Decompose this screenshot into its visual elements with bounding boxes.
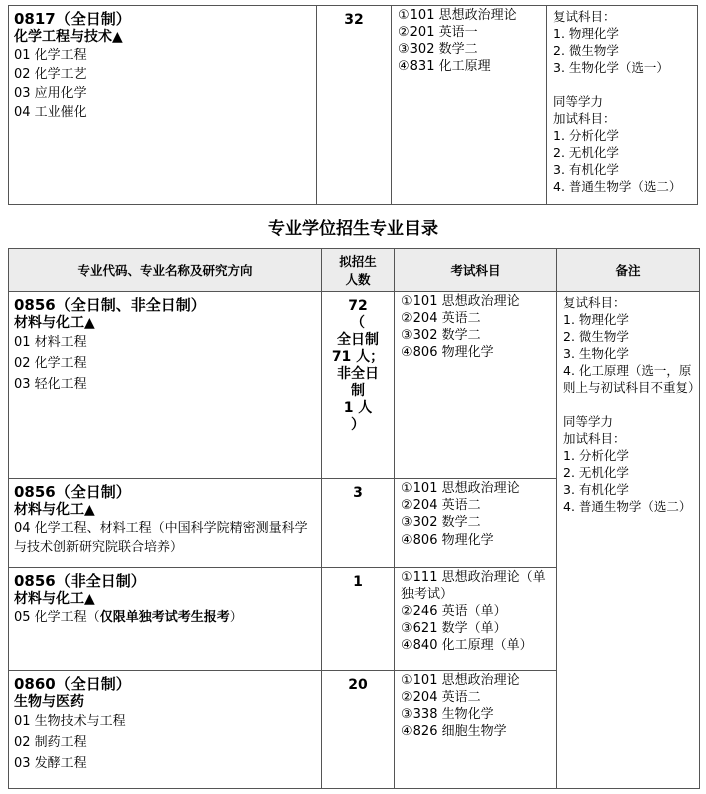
direction-item: 03 应用化学: [14, 86, 87, 101]
equiv-item: 2. 无机化学: [553, 145, 619, 160]
exam-item: ③621 数学（单）: [401, 621, 507, 636]
direction-note: 仅限单独考试考生报考: [99, 610, 230, 625]
quota-cell: [322, 479, 395, 568]
direction-item: 04 化学工程、材料工程（中国科学院精密测量科学与技术创新研究院联合培养）: [14, 521, 308, 555]
equiv-item: 4. 普通生物学（选二）: [563, 499, 692, 514]
direction-item: 01 生物技术与工程: [14, 714, 126, 729]
quota-cell: [322, 671, 395, 789]
quota-cell: 72 （ 全日制 71 人； 非全日 制 1 人 ）: [322, 292, 395, 479]
equiv-item: 1. 分析化学: [563, 448, 629, 463]
exam-item: ④806 物理化学: [401, 345, 494, 360]
major-name: 化学工程与技术▲: [14, 29, 123, 45]
exam-item: ①101 思想政治理论: [401, 481, 520, 496]
retest-item: 2. 微生物学: [553, 43, 619, 58]
major-code: 0817（全日制）: [14, 10, 131, 28]
exam-item: ③338 生物化学: [401, 707, 494, 722]
major-code: 0856（全日制、非全日制）: [14, 296, 206, 314]
direction-item: 02 化学工程: [14, 356, 87, 371]
equiv-item: 1. 分析化学: [553, 128, 619, 143]
quota-value: 72: [348, 298, 368, 314]
section-title: 专业学位招生专业目录: [268, 219, 438, 239]
direction-item: 02 化学工艺: [14, 67, 87, 82]
table-row: [9, 6, 698, 205]
quota-value: 32: [344, 12, 364, 28]
retest-item: 2. 微生物学: [563, 329, 629, 344]
equiv-title: 同等学力: [553, 94, 604, 109]
remark-cell: [557, 292, 700, 789]
exam-item: ①101 思想政治理论: [398, 8, 517, 23]
retest-item: 3. 生物化学: [563, 346, 629, 361]
exam-item: ①111 思想政治理论（单独考试）: [401, 570, 546, 602]
exam-item: ②201 英语一: [398, 25, 478, 40]
equiv-title: 加试科目：: [563, 431, 626, 446]
exam-item: ①101 思想政治理论: [401, 673, 520, 688]
quota-value: 20: [348, 677, 368, 693]
exam-item: ②204 英语二: [401, 690, 481, 705]
exam-item: ③302 数学二: [398, 42, 478, 57]
equiv-item: 3. 有机化学: [553, 162, 619, 177]
major-cell: [9, 292, 322, 479]
direction-item: 01 材料工程: [14, 335, 87, 350]
direction-item: 03 轻化工程: [14, 377, 87, 392]
equiv-title: 同等学力: [563, 414, 614, 429]
exam-item: ③302 数学二: [401, 515, 481, 530]
exam-cell: [395, 671, 557, 789]
direction-item: 03 发酵工程: [14, 756, 87, 771]
exam-item: ①101 思想政治理论: [401, 294, 520, 309]
retest-item: 1. 物理化学: [553, 26, 619, 41]
exam-cell: [392, 6, 547, 205]
major-code: 0856（全日制）: [14, 483, 131, 501]
header-col-quota: 拟招生 人数: [322, 249, 395, 292]
exam-item: ④831 化工原理: [398, 59, 491, 74]
exam-item: ④826 细胞生物学: [401, 724, 507, 739]
equiv-item: 2. 无机化学: [563, 465, 629, 480]
retest-item: 1. 物理化学: [563, 312, 629, 327]
exam-cell: [395, 479, 557, 568]
header-col-major: 专业代码、专业名称及研究方向: [9, 249, 322, 292]
equiv-item: 4. 普通生物学（选二）: [553, 179, 682, 194]
catalog-table-professional: [8, 248, 700, 789]
direction-item: 02 制药工程: [14, 735, 87, 750]
major-name: 材料与化工▲: [14, 591, 95, 607]
quota-cell: [322, 568, 395, 671]
retest-item: 4. 化工原理（选一，原则上与初试科目不重复）: [563, 363, 701, 395]
exam-item: ③302 数学二: [401, 328, 481, 343]
retest-title: 复试科目：: [563, 295, 626, 310]
exam-cell: [395, 292, 557, 479]
major-cell: [9, 6, 317, 205]
table-header-row: [9, 249, 700, 292]
retest-item: 3. 生物化学（选一）: [553, 60, 669, 75]
major-name: 材料与化工▲: [14, 502, 95, 518]
equiv-title: 加试科目：: [553, 111, 616, 126]
exam-item: ②204 英语二: [401, 311, 481, 326]
major-name: 材料与化工▲: [14, 315, 95, 331]
direction-item: 04 工业催化: [14, 105, 87, 120]
header-col-exams: 考试科目: [395, 249, 557, 292]
exam-item: ②204 英语二: [401, 498, 481, 513]
header-col-remarks: 备注: [557, 249, 700, 292]
exam-item: ②246 英语（单）: [401, 604, 507, 619]
major-name: 生物与医药: [14, 694, 84, 710]
exam-cell: [395, 568, 557, 671]
quota-cell: [317, 6, 392, 205]
major-cell: [9, 568, 322, 671]
remark-cell: [547, 6, 698, 205]
major-cell: [9, 479, 322, 568]
direction-item: 05 化学工程（仅限单独考试考生报考）: [14, 610, 243, 625]
retest-title: 复试科目：: [553, 9, 616, 24]
equiv-item: 3. 有机化学: [563, 482, 629, 497]
direction-item: 01 化学工程: [14, 48, 87, 63]
major-code: 0860（全日制）: [14, 675, 131, 693]
table-row: [9, 292, 700, 479]
quota-value: 3: [353, 485, 363, 501]
exam-item: ④840 化工原理（单）: [401, 638, 533, 653]
major-cell: [9, 671, 322, 789]
catalog-table-academic: [8, 5, 698, 205]
major-code: 0856（非全日制）: [14, 572, 146, 590]
exam-item: ④806 物理化学: [401, 533, 494, 548]
quota-value: 1: [353, 574, 363, 590]
